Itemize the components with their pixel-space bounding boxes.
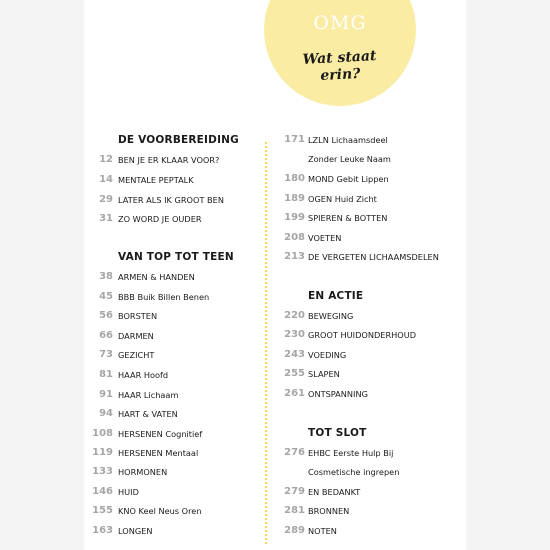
toc-entry-label: HERSENEN Cognitief (118, 429, 203, 439)
toc-page-number: 289 (284, 525, 305, 536)
toc-page-number: 91 (99, 389, 113, 400)
badge-title (263, 46, 417, 88)
section-heading-van-top-tot-teen: VAN TOP TOT TEEN (118, 251, 234, 263)
toc-page-number: 14 (99, 174, 113, 185)
toc-page (84, 0, 466, 550)
toc-entry-label: EN BEDANKT (308, 487, 361, 497)
toc-page-number: 171 (284, 134, 305, 145)
toc-page-number: 38 (99, 271, 113, 282)
title-badge (264, 0, 416, 106)
toc-entry-label: BORSTEN (118, 311, 158, 321)
section-heading-voorbereiding: DE VOORBEREIDING (118, 134, 239, 146)
toc-page-number: 281 (284, 505, 305, 516)
toc-entry-label: HUID (118, 487, 139, 497)
toc-page-number: 155 (92, 505, 113, 516)
toc-page-number: 199 (284, 212, 305, 223)
toc-page-number: 189 (284, 193, 305, 204)
toc-entry-label: LONGEN (118, 526, 153, 536)
toc-page-number: 146 (92, 486, 113, 497)
toc-page-number: 243 (284, 349, 305, 360)
toc-page-number: 230 (284, 329, 305, 340)
toc-entry-label: LATER ALS IK GROOT BEN (118, 195, 224, 205)
toc-page-number: 108 (92, 428, 113, 439)
toc-entry-label: GEZICHT (118, 350, 155, 360)
toc-entry-label: EHBC Eerste Hulp Bij (308, 448, 394, 458)
badge-title-line-2: erin? (320, 65, 361, 85)
toc-page-number: 276 (284, 447, 305, 458)
toc-page-number: 133 (92, 466, 113, 477)
toc-page-number: 213 (284, 251, 305, 262)
toc-entry-label: SLAPEN (308, 369, 340, 379)
toc-entry-label: KNO Keel Neus Oren (118, 506, 202, 516)
toc-entry-label: BEN JE ER KLAAR VOOR? (118, 155, 220, 165)
toc-page-number: 220 (284, 310, 305, 321)
toc-page-number: 12 (99, 154, 113, 165)
toc-entry-label: LZLN Lichaamsdeel (308, 135, 388, 145)
toc-page-number: 31 (99, 213, 113, 224)
toc-page-number: 279 (284, 486, 305, 497)
toc-entry-label: HAAR Hoofd (118, 370, 169, 380)
toc-page-number: 119 (92, 447, 113, 458)
toc-entry-label: SPIEREN & BOTTEN (308, 213, 388, 223)
badge-title-line-1: Wat staat (302, 48, 377, 68)
toc-entry-label: HAAR Lichaam (118, 390, 179, 400)
toc-entry-label: BEWEGING (308, 311, 354, 321)
toc-entry-label: ONTSPANNING (308, 389, 368, 399)
toc-page-number: 29 (99, 194, 113, 205)
toc-entry-label: GROOT HUIDONDERHOUD (308, 330, 417, 340)
toc-page-number: 81 (99, 369, 113, 380)
toc-page-number: 208 (284, 232, 305, 243)
toc-entry-label: BBB Buik Billen Benen (118, 292, 210, 302)
badge-label: OMG (313, 12, 367, 34)
toc-entry-label: BRONNEN (308, 506, 350, 516)
toc-page-number: 255 (284, 368, 305, 379)
toc-page-number: 94 (99, 408, 113, 419)
toc-entry-label: VOEDING (308, 350, 347, 360)
toc-entry-label: VOETEN (308, 233, 342, 243)
toc-page-number: 163 (92, 525, 113, 536)
toc-entry-label: HERSENEN Mentaal (118, 448, 199, 458)
toc-page-number: 56 (99, 310, 113, 321)
toc-page-number: 261 (284, 388, 305, 399)
toc-entry-label: NOTEN (308, 526, 337, 536)
toc-entry-label: OGEN Huid Zicht (308, 194, 377, 204)
toc-entry-label: DE VERGETEN LICHAAMSDELEN (308, 252, 439, 262)
toc-entry-label: MENTALE PEPTALK (118, 175, 194, 185)
toc-page-number: 180 (284, 173, 305, 184)
toc-page-number: 66 (99, 330, 113, 341)
column-divider (265, 142, 267, 544)
toc-entry-label: Cosmetische ingrepen (308, 467, 400, 477)
toc-entry-label: HORMONEN (118, 467, 168, 477)
section-heading-tot-slot: TOT SLOT (308, 427, 367, 439)
toc-entry-label: ARMEN & HANDEN (118, 272, 195, 282)
toc-page-number: 45 (99, 291, 113, 302)
toc-entry-label: MOND Gebit Lippen (308, 174, 389, 184)
toc-entry-label: ZO WORD JE OUDER (118, 214, 202, 224)
section-heading-en-actie: EN ACTIE (308, 290, 364, 302)
toc-page-number: 73 (99, 349, 113, 360)
toc-entry-label: Zonder Leuke Naam (308, 154, 391, 164)
toc-entry-label: DARMEN (118, 331, 154, 341)
toc-entry-label: HART & VATEN (118, 409, 178, 419)
